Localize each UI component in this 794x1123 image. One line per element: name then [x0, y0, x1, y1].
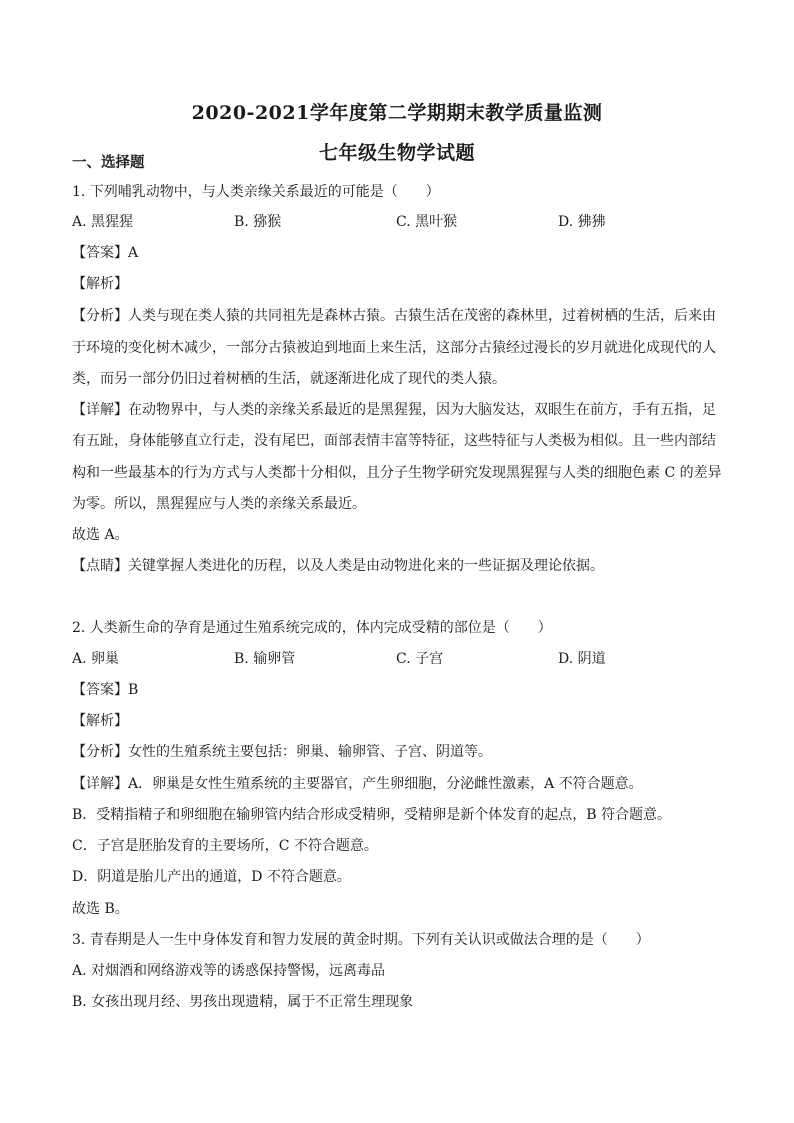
question-2-answer: 【答案】B: [72, 682, 139, 698]
question-1-choice: 故选 A。: [72, 527, 129, 543]
question-1-option-d: D. 狒狒: [558, 214, 606, 230]
exam-subtitle: 七年级生物学试题: [318, 142, 475, 164]
question-1-analysis-label: 【解析】: [72, 276, 128, 292]
question-1-fenxi-line: 【分析】人类与现在类人猿的共同祖先是森林古猿。古猿生活在茂密的森林里，过着树栖的生活，后来由: [72, 308, 716, 324]
question-1-fenxi-line: 类，而另一部分仍旧过着树栖的生活，就逐渐进化成了现代的类人猿。: [72, 371, 506, 387]
question-3-option-b: B. 女孩出现月经、男孩出现遗精，属于不正常生理现象: [72, 994, 414, 1010]
question-1-answer: 【答案】A: [72, 245, 139, 261]
question-2-stem: 2. 人类新生命的孕育是通过生殖系统完成的，体内完成受精的部位是（ ）: [72, 620, 552, 636]
section-heading: 一、选择题: [72, 154, 145, 171]
question-1-fenxi-line: 于环境的变化树木减少，一部分古猿被迫到地面上来生活，这部分古猿经过漫长的岁月就进化成现代的人: [72, 340, 716, 356]
question-3-option-a: A. 对烟酒和网络游戏等的诱惑保持警惕，远离毒品: [72, 963, 386, 979]
question-2-choice: 故选 B。: [72, 901, 129, 917]
question-2-option-a: A. 卵巢: [72, 651, 120, 667]
question-1-option-b: B. 猕猴: [234, 214, 282, 230]
question-2-detail-line: D．阴道是胎儿产出的通道，D 不符合题意。: [72, 869, 351, 885]
question-2-detail-line: B．受精指精子和卵细胞在输卵管内结合形成受精卵，受精卵是新个体发育的起点，B 符合题意。: [72, 807, 672, 823]
question-1-detail-line: 【详解】在动物界中，与人类的亲缘关系最近的是黑猩猩，因为大脑发达，双眼生在前方，手有五指，足: [72, 402, 716, 418]
question-1-key-point: 【点睛】关键掌握人类进化的历程，以及人类是由动物进化来的一些证据及理论依据。: [72, 558, 604, 574]
question-1-detail-line: 构和一些最基本的行为方式与人类都十分相似，且分子生物学研究发现黑猩猩与人类的细胞色素 C 的差异: [72, 465, 722, 481]
question-2-detail-line: 【详解】A．卵巢是女性生殖系统的主要器官，产生卵细胞，分泌雌性激素，A 不符合题意。: [72, 776, 643, 792]
question-1-detail-line: 为零。所以，黑猩猩应与人类的亲缘关系最近。: [72, 496, 366, 512]
question-1-detail-line: 有五趾，身体能够直立行走，没有尾巴，面部表情丰富等特征，这些特征与人类极为相似。且一些内部结: [72, 433, 716, 449]
question-2-fenxi: 【分析】女性的生殖系统主要包括：卵巢、输卵管、子宫、阴道等。: [72, 744, 492, 760]
question-2-detail-line: C．子宫是胚胎发育的主要场所，C 不符合题意。: [72, 838, 378, 854]
question-1-option-c: C. 黑叶猴: [396, 214, 458, 230]
question-2-option-d: D. 阴道: [558, 651, 606, 667]
question-3-stem: 3. 青春期是人一生中身体发育和智力发展的黄金时期。下列有关认识或做法合理的是（ ）: [72, 932, 650, 948]
question-2-option-b: B. 输卵管: [234, 651, 296, 667]
question-2-option-c: C. 子宫: [396, 651, 444, 667]
question-1-option-a: A. 黑猩猩: [72, 214, 134, 230]
question-1-stem: 1. 下列哺乳动物中，与人类亲缘关系最近的可能是（ ）: [72, 184, 440, 200]
question-2-analysis-label: 【解析】: [72, 713, 128, 729]
exam-title: 2020-2021学年度第二学期期末教学质量监测: [191, 102, 603, 124]
